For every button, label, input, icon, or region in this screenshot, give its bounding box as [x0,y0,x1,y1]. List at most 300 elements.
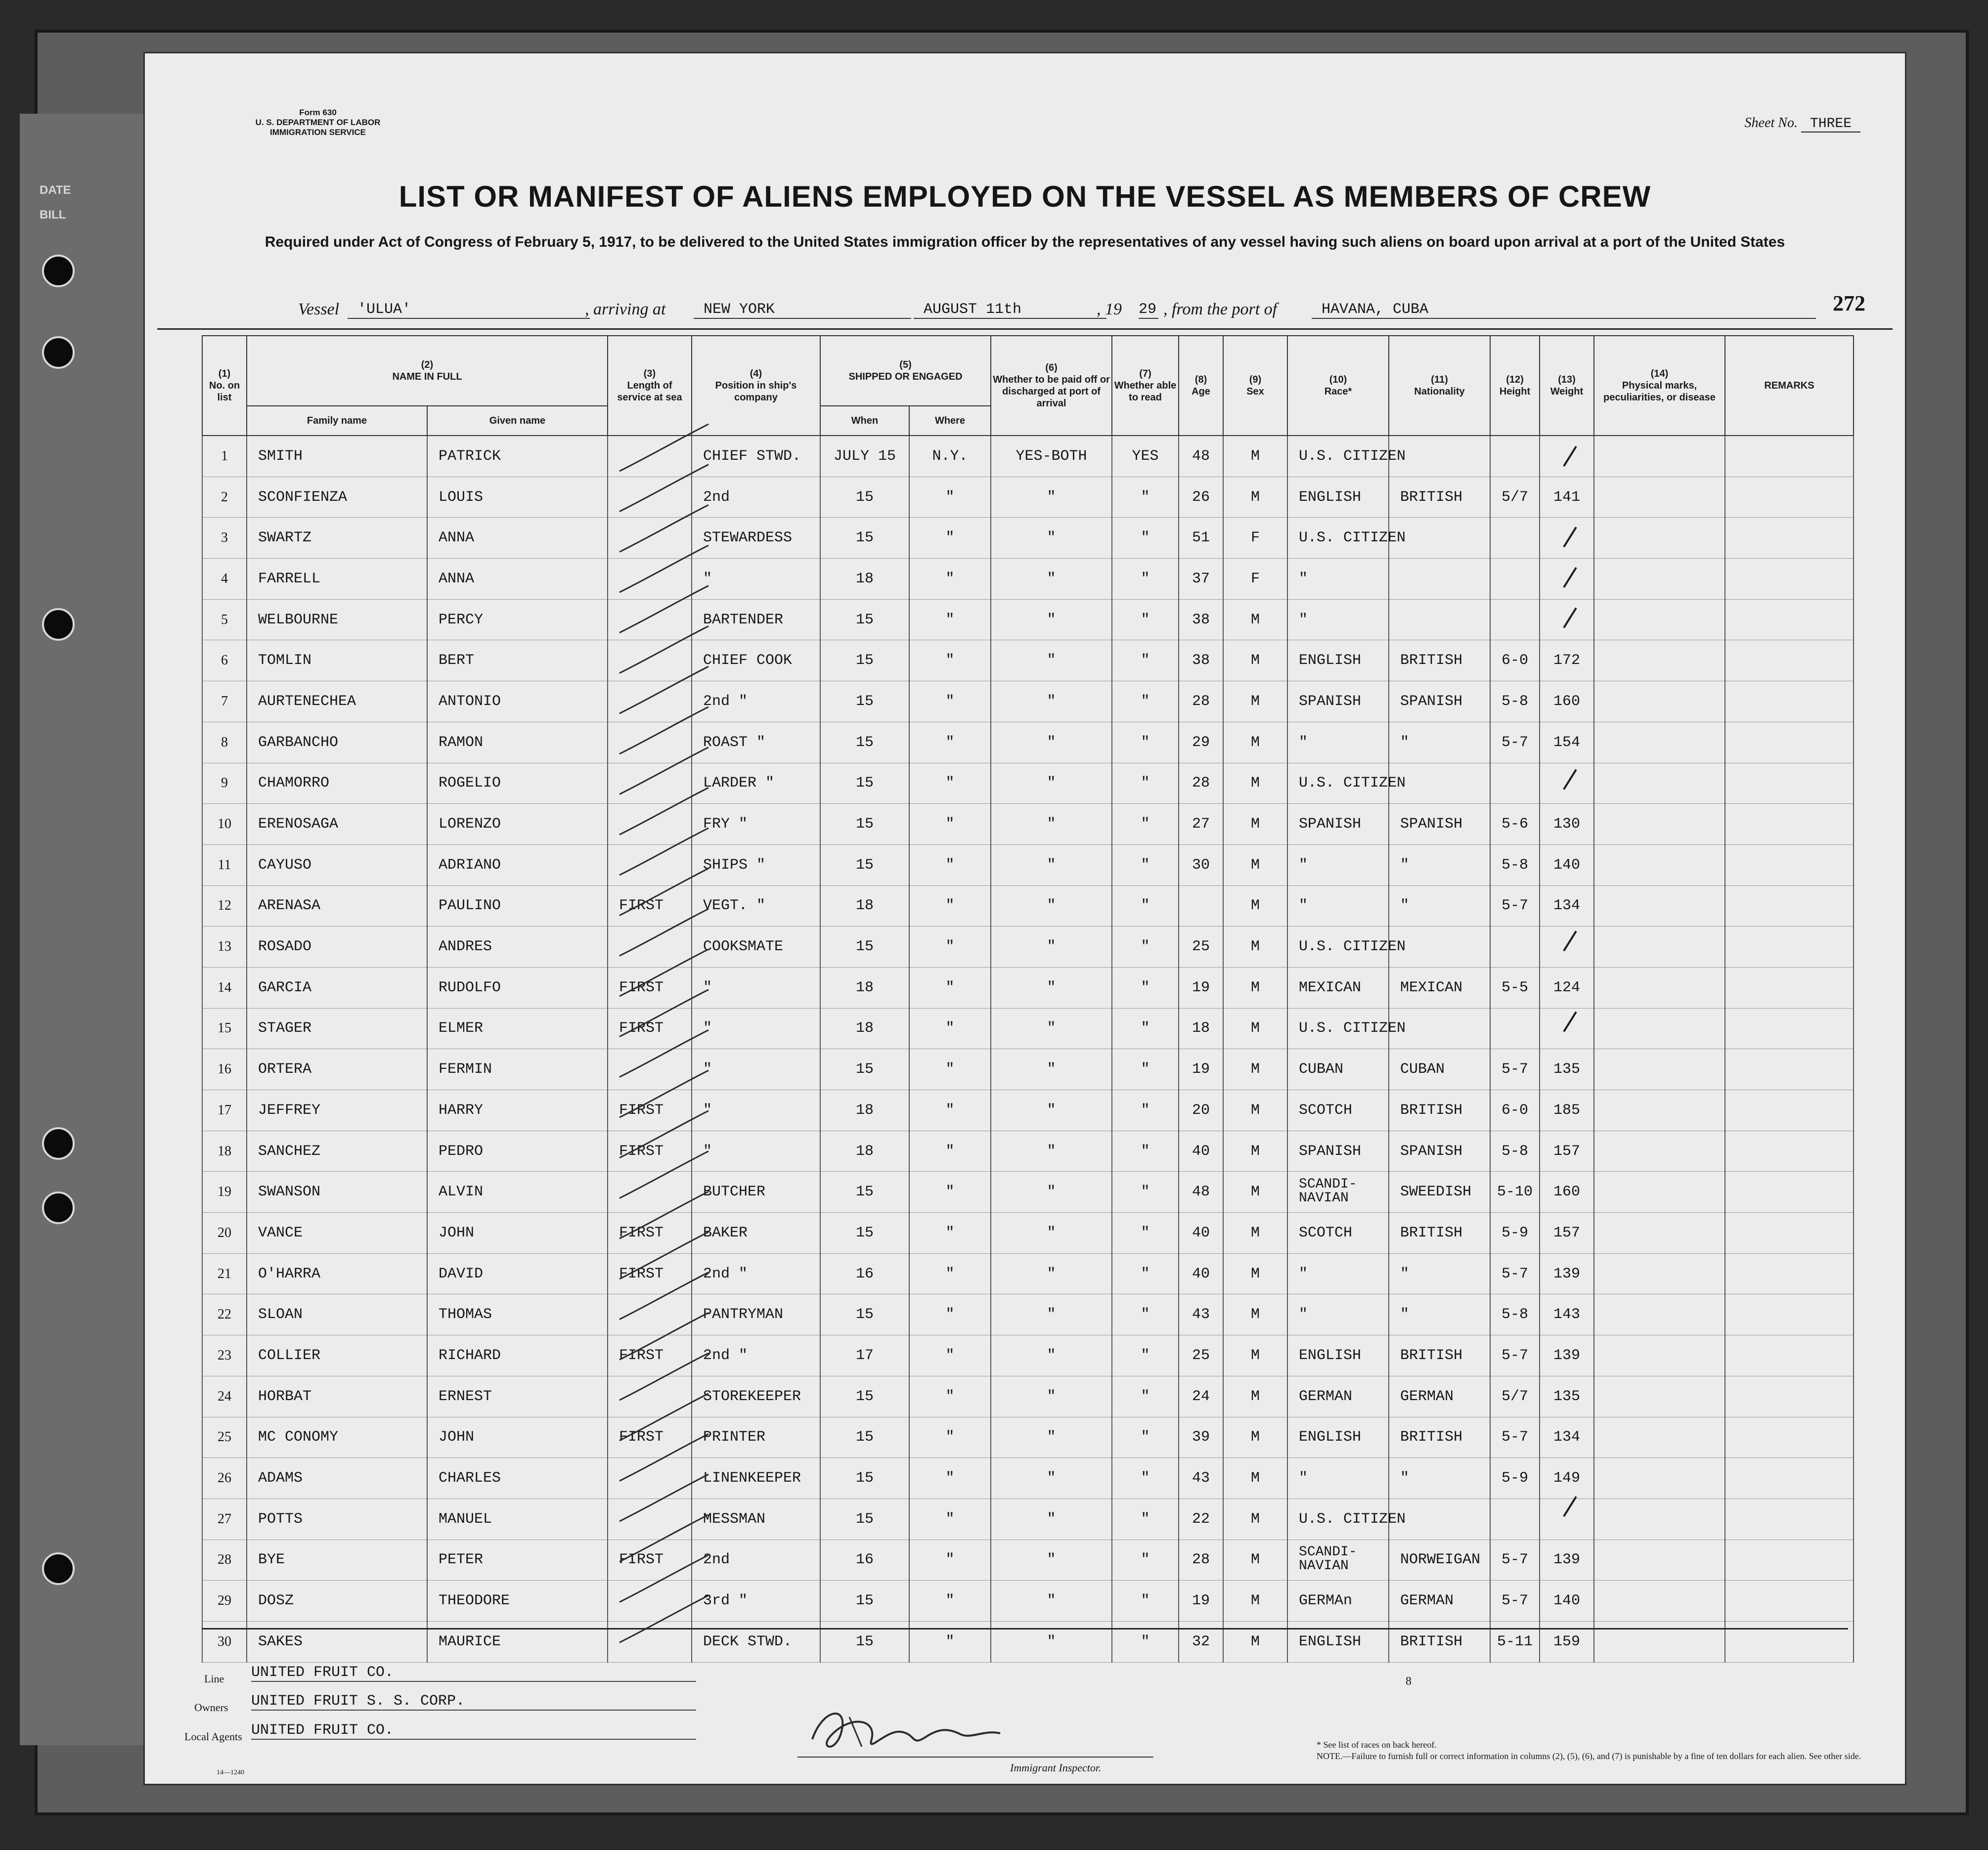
cell-nationality: MEXICAN [1389,967,1490,1008]
cell-shipped-where: " [909,722,991,763]
cell-race: ENGLISH [1287,477,1389,518]
cell-nationality: " [1389,1458,1490,1499]
cell-length-of-service [608,844,692,885]
cell-given-name: ROGELIO [427,763,608,804]
cell-length-of-service: FIRST [608,1417,692,1458]
cell-length-of-service [608,681,692,722]
cell-age: 29 [1179,722,1223,763]
cell-given-name: PATRICK [427,436,608,477]
cell-weight: 143 [1540,1294,1594,1335]
crew-manifest-table [202,335,1854,1663]
cell-sex: M [1223,1417,1287,1458]
cell-family-name: CHAMORRO [247,763,427,804]
cell-given-name: CHARLES [427,1458,608,1499]
cell-height: 5-11 [1490,1621,1540,1662]
cell-physical [1594,559,1725,600]
departure-port: HAVANA, CUBA [1312,301,1816,319]
cell-row-number: 19 [202,1172,247,1213]
cell-paid-off: " [991,967,1112,1008]
cell-able-to-read: " [1112,1294,1179,1335]
vessel-name: 'ULUA' [348,301,590,319]
cell-nationality: BRITISH [1389,477,1490,518]
cell-height: 5-8 [1490,1131,1540,1172]
cell-able-to-read: " [1112,844,1179,885]
cell-nationality: " [1389,1294,1490,1335]
col-when-header: When [820,406,909,436]
cell-shipped-where: " [909,1376,991,1417]
cell-able-to-read: YES [1112,436,1179,477]
col-position-header: (4) Position in ship's company [692,336,820,436]
sheet-number [1745,115,1860,132]
cell-height: 5-7 [1490,1417,1540,1458]
cell-height [1490,763,1540,804]
stamp-date-label: DATE [40,183,71,197]
cell-family-name: SAKES [247,1621,427,1662]
cell-nationality: " [1389,722,1490,763]
cell-family-name: SWANSON [247,1172,427,1213]
cell-sex: M [1223,1540,1287,1581]
cell-length-of-service [608,926,692,968]
cell-row-number: 28 [202,1540,247,1581]
cell-weight [1540,599,1594,640]
cell-shipped-where: " [909,763,991,804]
cell-sex: F [1223,559,1287,600]
cell-family-name: GARBANCHO [247,722,427,763]
table-row [202,1621,1854,1662]
cell-paid-off: " [991,1581,1112,1622]
cell-race: SPANISH [1287,804,1389,845]
cell-sex: M [1223,804,1287,845]
cell-age: 37 [1179,559,1223,600]
cell-shipped-where: " [909,1540,991,1581]
cell-remarks [1725,722,1854,763]
cell-able-to-read: " [1112,1049,1179,1090]
cell-paid-off: " [991,1621,1112,1662]
cell-nationality [1389,559,1490,600]
col-shipped-header: (5) SHIPPED OR ENGAGED [820,336,991,406]
cell-able-to-read: " [1112,1417,1179,1458]
cell-length-of-service: FIRST [608,1335,692,1376]
table-row [202,885,1854,926]
footer-note [1317,1739,1885,1762]
binder-hole-icon [42,1191,75,1224]
cell-able-to-read: " [1112,926,1179,968]
cell-row-number: 2 [202,477,247,518]
cell-able-to-read: " [1112,967,1179,1008]
cell-able-to-read: " [1112,1008,1179,1049]
cell-race: " [1287,1458,1389,1499]
cell-shipped-when: 15 [820,681,909,722]
cell-position: ROAST " [692,722,820,763]
cell-sex: M [1223,1172,1287,1213]
form-number: Form 630 [299,108,337,117]
cell-family-name: TOMLIN [247,640,427,681]
cell-position: 3rd " [692,1581,820,1622]
cell-shipped-where: " [909,1008,991,1049]
cell-shipped-where: " [909,1335,991,1376]
table-row [202,1213,1854,1254]
cell-physical [1594,1090,1725,1131]
cell-row-number: 6 [202,640,247,681]
cell-sex: M [1223,1090,1287,1131]
cell-physical [1594,436,1725,477]
owners-value: UNITED FRUIT S. S. CORP. [251,1693,696,1711]
cell-age: 28 [1179,681,1223,722]
cell-height [1490,559,1540,600]
col-given-name-header: Given name [427,406,608,436]
cell-age: 40 [1179,1253,1223,1294]
binder-hole-icon [42,336,75,369]
cell-shipped-where: " [909,804,991,845]
cell-position: " [692,1131,820,1172]
cell-given-name: LORENZO [427,804,608,845]
cell-given-name: ERNEST [427,1376,608,1417]
cell-sex: M [1223,599,1287,640]
cell-weight [1540,518,1594,559]
cell-age: 18 [1179,1008,1223,1049]
cell-shipped-where: N.Y. [909,436,991,477]
cell-family-name: O'HARRA [247,1253,427,1294]
race-two-line: SCANDI- NAVIAN [1299,1544,1357,1574]
cell-age: 43 [1179,1294,1223,1335]
cell-shipped-where: " [909,559,991,600]
cell-length-of-service: FIRST [608,1090,692,1131]
cell-paid-off: " [991,1049,1112,1090]
cell-physical [1594,1131,1725,1172]
cell-length-of-service [608,763,692,804]
cell-race: GERMAn [1287,1581,1389,1622]
cell-given-name: LOUIS [427,477,608,518]
cell-physical [1594,1458,1725,1499]
cell-shipped-when: 15 [820,1621,909,1662]
arrival-port: NEW YORK [694,301,911,319]
cell-physical [1594,1049,1725,1090]
cell-weight [1540,1008,1594,1049]
binder-hole-icon [42,1552,75,1585]
cell-weight: 130 [1540,804,1594,845]
cell-weight [1540,926,1594,968]
cell-given-name: FERMIN [427,1049,608,1090]
cell-able-to-read: " [1112,763,1179,804]
cell-row-number: 24 [202,1376,247,1417]
cell-shipped-when: 15 [820,1376,909,1417]
cell-paid-off: " [991,1498,1112,1540]
cell-weight: 135 [1540,1049,1594,1090]
cell-family-name: JEFFREY [247,1090,427,1131]
cell-row-number: 5 [202,599,247,640]
cell-shipped-when: 17 [820,1335,909,1376]
cell-family-name: WELBOURNE [247,599,427,640]
cell-sex: M [1223,1581,1287,1622]
col-sex-header: (9) Sex [1223,336,1287,436]
cell-height [1490,599,1540,640]
cell-physical [1594,477,1725,518]
cell-weight: 134 [1540,885,1594,926]
cell-able-to-read: " [1112,804,1179,845]
table-row [202,477,1854,518]
footer-rule [202,1628,1848,1630]
cell-paid-off: " [991,1294,1112,1335]
cell-physical [1594,722,1725,763]
cell-weight [1540,1498,1594,1540]
cell-height: 5-7 [1490,1540,1540,1581]
cell-remarks [1725,1621,1854,1662]
cell-able-to-read: " [1112,640,1179,681]
sheet-no-label: Sheet No. [1744,115,1798,131]
cell-remarks [1725,763,1854,804]
handwritten-number: 272 [1833,291,1865,315]
cell-family-name: HORBAT [247,1376,427,1417]
cell-able-to-read: " [1112,1498,1179,1540]
table-row [202,926,1854,968]
cell-weight: 149 [1540,1458,1594,1499]
cell-paid-off: " [991,640,1112,681]
col-service-header: (3) Length of service at sea [608,336,692,436]
cell-paid-off: " [991,518,1112,559]
cell-age: 19 [1179,1581,1223,1622]
races-note: * See list of races on back hereof. [1317,1740,1437,1750]
cell-able-to-read: " [1112,1335,1179,1376]
col-no-header: (1) No. on list [202,336,247,436]
cell-row-number: 22 [202,1294,247,1335]
table-row [202,1417,1854,1458]
cell-race: " [1287,599,1389,640]
cell-physical [1594,681,1725,722]
cell-row-number: 30 [202,1621,247,1662]
cell-length-of-service [608,804,692,845]
cell-shipped-where: " [909,518,991,559]
cell-paid-off: " [991,844,1112,885]
cell-remarks [1725,1253,1854,1294]
cell-remarks [1725,1417,1854,1458]
cell-shipped-when: 18 [820,1131,909,1172]
cell-length-of-service [608,1294,692,1335]
cell-paid-off: " [991,1335,1112,1376]
cell-sex: M [1223,1498,1287,1540]
cell-weight: 141 [1540,477,1594,518]
cell-race: " [1287,722,1389,763]
table-row [202,1376,1854,1417]
cell-nationality: SWEEDISH [1389,1172,1490,1213]
cell-given-name: MAURICE [427,1621,608,1662]
cell-given-name: PEDRO [427,1131,608,1172]
table-row [202,436,1854,477]
cell-sex: M [1223,844,1287,885]
cell-length-of-service: FIRST [608,885,692,926]
department-name: U. S. DEPARTMENT OF LABOR [255,118,381,127]
cell-able-to-read: " [1112,681,1179,722]
cell-given-name: RICHARD [427,1335,608,1376]
cell-given-name: RAMON [427,722,608,763]
cell-shipped-where: " [909,1458,991,1499]
table-row [202,1335,1854,1376]
cell-row-number: 25 [202,1417,247,1458]
cell-shipped-where: " [909,1621,991,1662]
cell-able-to-read: " [1112,1376,1179,1417]
table-row [202,1540,1854,1581]
cell-paid-off: " [991,885,1112,926]
cell-shipped-when: 15 [820,1581,909,1622]
cell-given-name: ANDRES [427,926,608,968]
cell-length-of-service: FIRST [608,1253,692,1294]
cell-paid-off: " [991,1458,1112,1499]
cell-physical [1594,1008,1725,1049]
cell-given-name: DAVID [427,1253,608,1294]
inspector-signature-line [797,1757,1153,1758]
cell-given-name: PAULINO [427,885,608,926]
cell-shipped-where: " [909,640,991,681]
cell-height: 5-7 [1490,1049,1540,1090]
cell-height: 5/7 [1490,477,1540,518]
cell-physical [1594,1253,1725,1294]
cell-weight: 157 [1540,1213,1594,1254]
cell-position: 2nd [692,477,820,518]
cell-able-to-read: " [1112,1621,1179,1662]
cell-row-number: 18 [202,1131,247,1172]
table-row [202,1581,1854,1622]
cell-physical [1594,640,1725,681]
cell-sex: M [1223,477,1287,518]
cell-length-of-service [608,599,692,640]
cell-given-name: ELMER [427,1008,608,1049]
cell-length-of-service: FIRST [608,1008,692,1049]
cell-age: 20 [1179,1090,1223,1131]
cell-age: 22 [1179,1498,1223,1540]
cell-remarks [1725,1498,1854,1540]
cell-paid-off: " [991,1172,1112,1213]
cell-shipped-when: JULY 15 [820,436,909,477]
cell-physical [1594,967,1725,1008]
cell-shipped-when: 16 [820,1253,909,1294]
cell-height: 5-9 [1490,1213,1540,1254]
cell-position: " [692,1090,820,1131]
cell-position: STOREKEEPER [692,1376,820,1417]
cell-family-name: VANCE [247,1213,427,1254]
cell-remarks [1725,844,1854,885]
cell-shipped-when: 15 [820,1294,909,1335]
cell-given-name: MANUEL [427,1498,608,1540]
cell-physical [1594,1335,1725,1376]
cell-height: 5/7 [1490,1376,1540,1417]
arrival-date: AUGUST 11th [914,301,1106,319]
cell-sex: F [1223,518,1287,559]
cell-height [1490,926,1540,968]
cell-weight: 159 [1540,1621,1594,1662]
binder-strip [20,114,148,1745]
cell-sex: M [1223,1253,1287,1294]
cell-position: FRY " [692,804,820,845]
table-row [202,844,1854,885]
cell-given-name: JOHN [427,1417,608,1458]
col-paid-header: (6) Whether to be paid off or discharged at port of arrival [991,336,1112,436]
cell-shipped-where: " [909,599,991,640]
table-row [202,559,1854,600]
cell-race: CUBAN [1287,1049,1389,1090]
cell-weight [1540,763,1594,804]
cell-row-number: 3 [202,518,247,559]
cell-given-name: ANTONIO [427,681,608,722]
cell-weight: 135 [1540,1376,1594,1417]
cell-race: " [1287,844,1389,885]
cell-family-name: SANCHEZ [247,1131,427,1172]
cell-shipped-when: 18 [820,1090,909,1131]
cell-age: 26 [1179,477,1223,518]
cell-position: STEWARDESS [692,518,820,559]
cell-shipped-where: " [909,1294,991,1335]
cell-shipped-when: 15 [820,722,909,763]
col-age-header: (8) Age [1179,336,1223,436]
cell-height: 5-7 [1490,722,1540,763]
cell-height: 5-7 [1490,1581,1540,1622]
cell-family-name: POTTS [247,1498,427,1540]
cell-shipped-where: " [909,1049,991,1090]
cell-physical [1594,1294,1725,1335]
pencil-mark: 8 [1406,1675,1412,1688]
cell-length-of-service [608,722,692,763]
cell-row-number: 21 [202,1253,247,1294]
cell-family-name: MC CONOMY [247,1417,427,1458]
cell-paid-off: " [991,681,1112,722]
cell-position: COOKSMATE [692,926,820,968]
stamp-bill-label: BILL [40,208,66,221]
cell-height: 5-8 [1490,681,1540,722]
cell-family-name: ROSADO [247,926,427,968]
cell-height: 5-8 [1490,1294,1540,1335]
cell-able-to-read: " [1112,1540,1179,1581]
cell-position: LINENKEEPER [692,1458,820,1499]
year-prefix: , 19 [1097,300,1122,318]
cell-shipped-when: 15 [820,1049,909,1090]
cell-able-to-read: " [1112,1458,1179,1499]
cell-race: SCOTCH [1287,1213,1389,1254]
cell-paid-off: " [991,926,1112,968]
cell-length-of-service [608,436,692,477]
cell-position: SHIPS " [692,844,820,885]
cell-position: VEGT. " [692,885,820,926]
cell-length-of-service [608,1581,692,1622]
cell-remarks [1725,1376,1854,1417]
cell-race: U.S. CITIZEN [1287,1498,1389,1540]
cell-sex: M [1223,1008,1287,1049]
inspector-label: Immigrant Inspector. [1010,1762,1102,1774]
cell-family-name: FARRELL [247,559,427,600]
cell-length-of-service: FIRST [608,1540,692,1581]
cell-nationality: " [1389,885,1490,926]
cell-able-to-read: " [1112,599,1179,640]
cell-sex: M [1223,1049,1287,1090]
cell-weight: 124 [1540,967,1594,1008]
cell-length-of-service [608,1621,692,1662]
cell-remarks [1725,681,1854,722]
cell-shipped-when: 15 [820,1417,909,1458]
cell-shipped-where: " [909,844,991,885]
cell-family-name: DOSZ [247,1581,427,1622]
sheet-no-value: THREE [1801,116,1860,132]
cell-remarks [1725,1581,1854,1622]
cell-paid-off: " [991,1131,1112,1172]
cell-remarks [1725,559,1854,600]
cell-height: 6-0 [1490,1090,1540,1131]
cell-race: " [1287,885,1389,926]
cell-paid-off: " [991,722,1112,763]
cell-weight: 140 [1540,1581,1594,1622]
cell-age: 28 [1179,1540,1223,1581]
cell-race: U.S. CITIZEN [1287,926,1389,968]
cell-paid-off: " [991,1417,1112,1458]
cell-height [1490,436,1540,477]
cell-length-of-service [608,1172,692,1213]
cell-position: DECK STWD. [692,1621,820,1662]
